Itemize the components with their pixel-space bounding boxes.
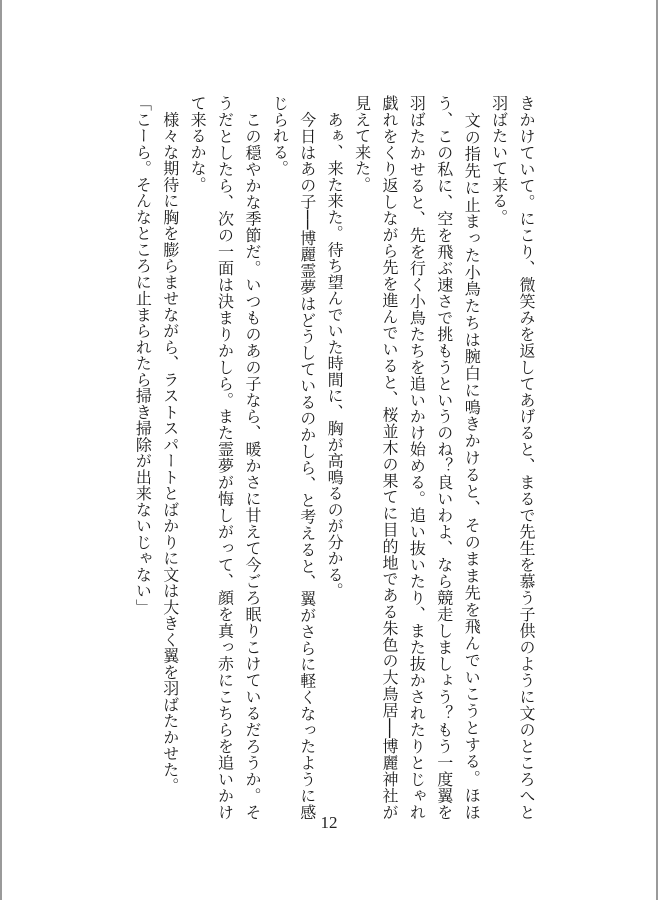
paragraph-1: きかけていて。にこり、微笑みを返してあげると、まるで先生を慕う子供のように文のところへと羽ばたいて来る。 — [489, 95, 536, 820]
vertical-text-body — [100, 95, 540, 820]
paragraph-5: この穏やかな季節だ。いつものあの子なら、暖かさに甘えて今ごろ眠りこけているだろうか。そうだとしたら、次の一面は決まりかしら。また霊夢が悔しがって、顔を真っ赤にこちらを追いかけて来るかな。 — [188, 95, 262, 820]
paragraph-7: 「こーら。そんなところに止まられたら掃き掃除が出来ないじゃない」 — [133, 95, 153, 615]
paragraph-2: 文の指先に止まった小鳥たちは腕白に鳴きかけると、そのまま先を飛んでいこうとする。ほほう、この私に、空を飛ぶ速さで挑もうというのね？良いわよ、なら競走しましょう？もう一度翼を羽ばたかせると、先を行く小鳥たちを追いかけ始める。追い抜いたり、また抜かされたりとじゃれ戯れをくり返しながら先を進んでいると、桜並木の果てに目的地である朱色の大鳥居──博麗神社が見えて来た。 — [352, 95, 482, 820]
paragraph-3: あぁ、来た来た。待ち望んでいた時間に、胸が高鳴るのが分かる。 — [325, 95, 345, 599]
page-number: 12 — [320, 813, 338, 832]
page-left-edge — [0, 0, 2, 900]
paragraph-6: 様々な期待に胸を膨らませながら、ラストスパートとばかりに文は大きく翼を羽ばたかせた。 — [160, 95, 180, 794]
paragraph-4: 今日はあの子──博麗霊夢はどうしているのかしら、と考えると、翼がさらに軽くなったように感じられる。 — [270, 95, 317, 820]
